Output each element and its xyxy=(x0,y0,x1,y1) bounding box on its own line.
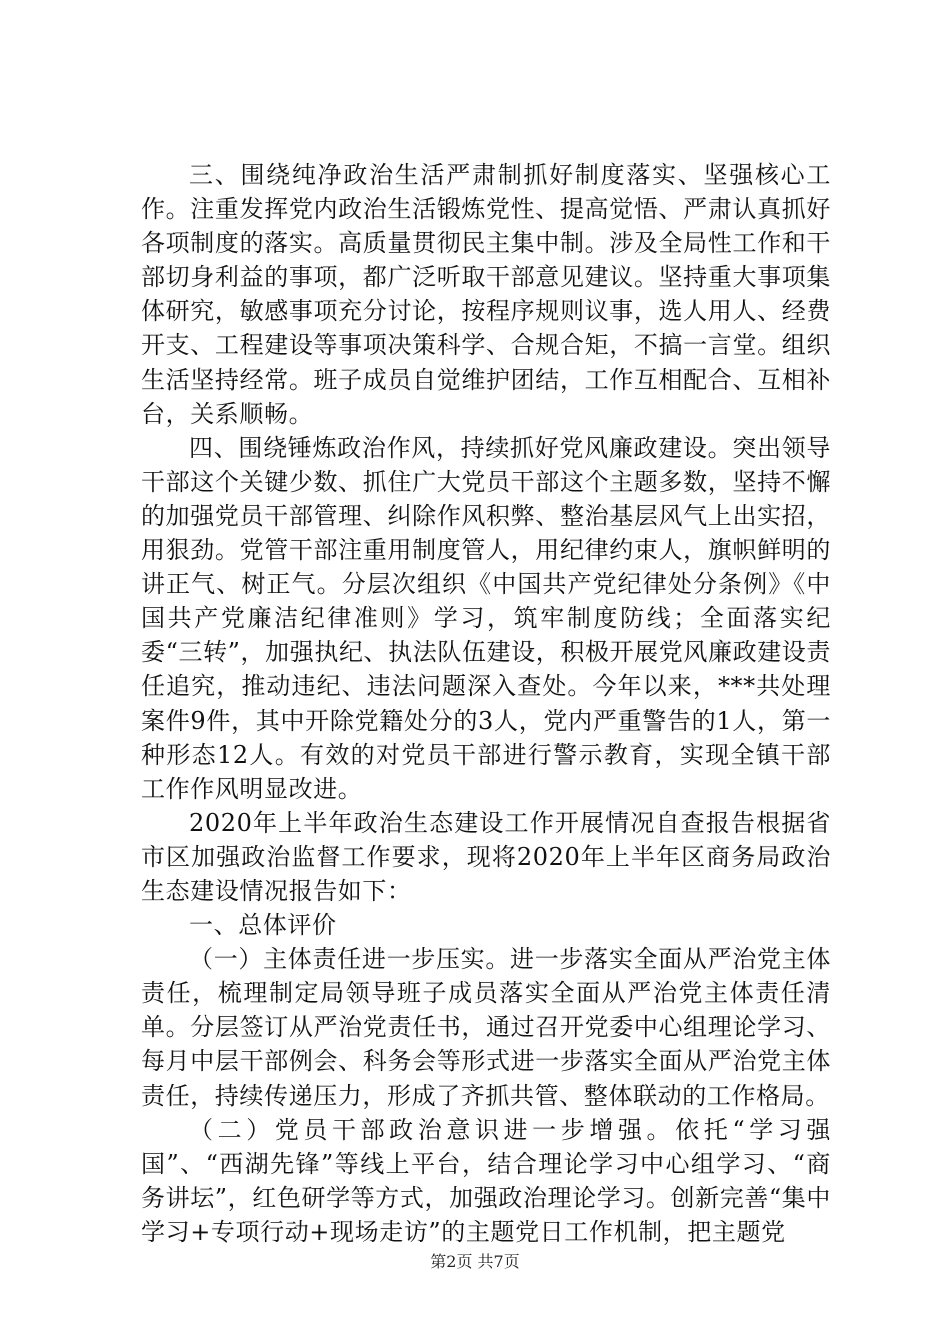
heading-overall-evaluation: 一、总体评价 xyxy=(189,911,337,940)
paragraph-section-four: 四、围绕锤炼政治作风，持续抓好党风廉政建设。突出领导干部这个关键少数、抓住广大党员干部这个主题多数，坚持不懈的加强党员干部管理、纠除作风积弊、整治基层风气上出实招，用狠劲。党管干部注重用制度管人，用纪律约束人，旗帜鲜明的讲正气、树正气。分层次组织《中国共产党纪律处分条例》《中国共产党廉洁纪律准则》学习，筑牢制度防线；全面落实纪委“三转”，加强执纪、执法队伍建设，积极开展党风廉政建设责任追究，推动违纪、违法问题深入查处。今年以来，***共处理案件9件，其中开除党籍处分的3人，党内严重警告的1人，第一种形态12人。有效的对党员干部进行警示教育，实现全镇干部工作作风明显改进。 xyxy=(141,433,831,803)
paragraph-report-intro: 2020年上半年政治生态建设工作开展情况自查报告根据省市区加强政治监督工作要求，现将2020年上半年区商务局政治生态建设情况报告如下： xyxy=(141,808,831,905)
document-body xyxy=(141,158,831,1249)
paragraph-responsibility: （一）主体责任进一步压实。进一步落实全面从严治党主体责任，梳理制定局领导班子成员落实全面从严治党主体责任清单。分层签订从严治党责任书，通过召开党委中心组理论学习、每月中层干部例会、科务会等形式进一步落实全面从严治党主体责任，持续传递压力，形成了齐抓共管、整体联动的工作格局。 xyxy=(141,945,831,1110)
paragraph-section-three: 三、围绕纯净政治生活严肃制抓好制度落实、坚强核心工作。注重发挥党内政治生活锻炼党性、提高觉悟、严肃认真抓好各项制度的落实。高质量贯彻民主集中制。涉及全局性工作和干部切身利益的事项，都广泛听取干部意见建议。坚持重大事项集体研究，敏感事项充分讨论，按程序规则议事，选人用人、经费开支、工程建设等事项决策科学、合规合矩，不搞一言堂。组织生活坚持经常。班子成员自觉维护团结，工作互相配合、互相补台，关系顺畅。 xyxy=(141,161,831,428)
page-number-footer: 第2页 共7页 xyxy=(430,1252,520,1271)
paragraph-political-awareness: （二）党员干部政治意识进一步增强。依托“学习强国”、“西湖先锋”等线上平台，结合理论学习中心组学习、“商务讲坛”，红色研学等方式，加强政治理论学习。创新完善“集中学习+专项行动+现场走访”的主题党日工作机制，把主题党 xyxy=(141,1115,831,1246)
